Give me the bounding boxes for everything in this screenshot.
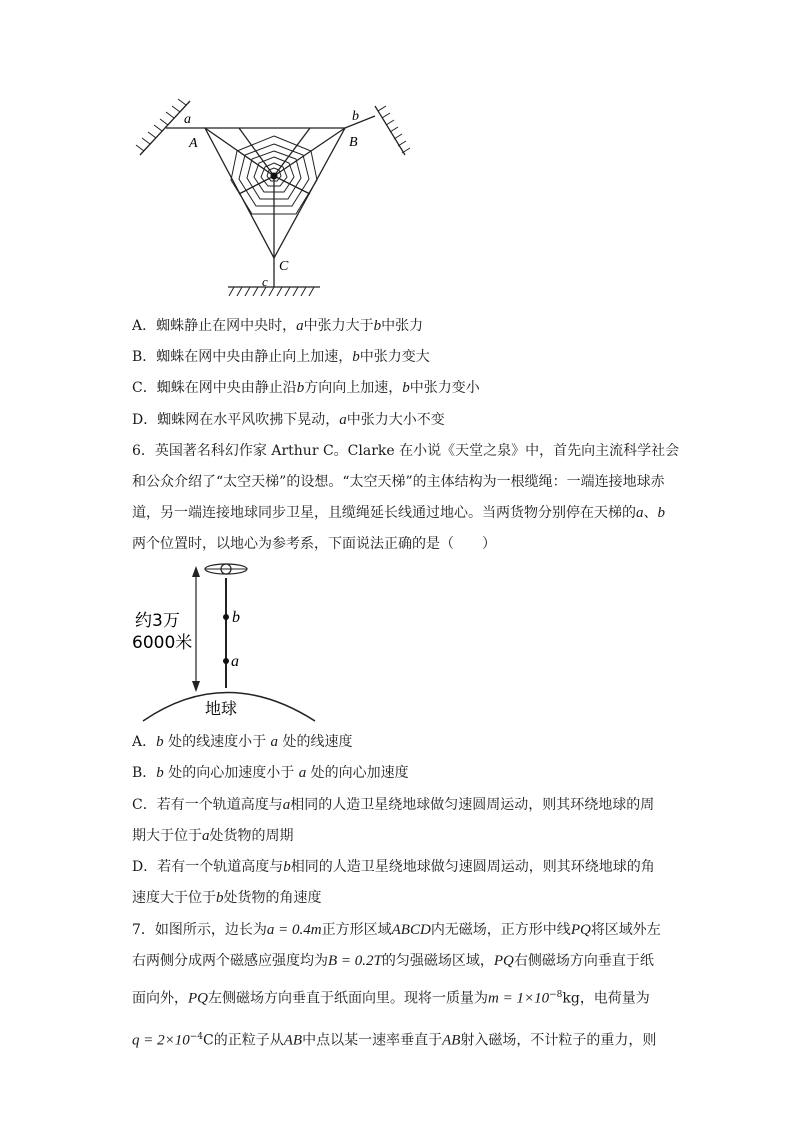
q5-option-a: A．蜘蛛静止在网中央时，a中张力大于b中张力 xyxy=(132,318,424,334)
q5-option-c: C．蜘蛛在网中央由静止沿b方向向上加速，b中张力变小 xyxy=(132,380,480,396)
label-C: C xyxy=(279,259,289,274)
q6-option-c-line-1: C．若有一个轨道高度与a相同的人造卫星绕地球做匀速圆周运动，则其环绕地球的周 xyxy=(132,797,655,813)
distance-label-1: 约3万 xyxy=(135,611,180,631)
q5-option-d: D．蜘蛛网在水平风吹拂下晃动，a中张力大小不变 xyxy=(132,412,445,428)
q6-option-d-line-2: 速度大于位于b处货物的角速度 xyxy=(132,890,322,906)
q6-stem-line-3: 道，另一端连接地球同步卫星，且缆绳延长线通过地心。当两货物分别停在天梯的a、b xyxy=(132,505,665,521)
label-A: A xyxy=(189,136,198,151)
q6-stem-line-4: 两个位置时，以地心为参考系，下面说法正确的是（ ） xyxy=(132,536,496,552)
label-B: B xyxy=(349,135,358,150)
spider-web-figure xyxy=(130,98,420,304)
q6-option-b: B．b 处的向心加速度小于 a 处的向心加速度 xyxy=(132,765,409,781)
q7-stem-line-3: 面向外，PQ左侧磁场方向垂直于纸面向里。现将一质量为$m = 1\times 10^{-8}kg$，电荷量为 xyxy=(132,990,650,1007)
q7-stem-line-1: 7．如图所示，边长为a = 0.4m正方形区域ABCD内无磁场，正方形中线PQ将区域外左 xyxy=(132,922,661,938)
q5-option-b: B．蜘蛛在网中央由静止向上加速，b中张力变大 xyxy=(132,349,430,365)
q6-option-c-line-2: 期大于位于a处货物的周期 xyxy=(132,828,294,844)
satellite-icon xyxy=(205,564,247,574)
q6-stem-line-1: 6．英国著名科幻作家 Arthur C。Clarke 在小说《天堂之泉》中，首先向主流科学社会 xyxy=(132,443,680,459)
distance-label-2: 6000米 xyxy=(132,633,193,653)
point-b-label: b xyxy=(232,609,240,626)
q7-stem-line-2: 右两侧分成两个磁感应强度均为B = 0.2T的匀强磁场区域，PQ右侧磁场方向垂直于纸 xyxy=(132,953,654,969)
label-a: a xyxy=(184,112,191,127)
point-a-label: a xyxy=(231,653,239,670)
q7-stem-line-4: $q = 2\times 10^{-4}C$的正粒子从AB中点以某一速率垂直于AB射入磁场，不计粒子的重力，则 xyxy=(132,1032,657,1049)
q6-option-d-line-1: D．若有一个轨道高度与b相同的人造卫星绕地球做匀速圆周运动，则其环绕地球的角 xyxy=(132,859,655,875)
space-elevator-figure xyxy=(130,558,420,728)
spider-icon xyxy=(271,173,278,180)
earth-label: 地球 xyxy=(205,699,238,718)
label-b: b xyxy=(352,109,359,124)
q6-option-a: A．b 处的线速度小于 a 处的线速度 xyxy=(132,734,353,750)
q6-stem-line-2: 和公众介绍了“太空天梯”的设想。“太空天梯”的主体结构为一根缆绳：一端连接地球赤 xyxy=(132,474,665,490)
label-c: c xyxy=(262,274,268,289)
